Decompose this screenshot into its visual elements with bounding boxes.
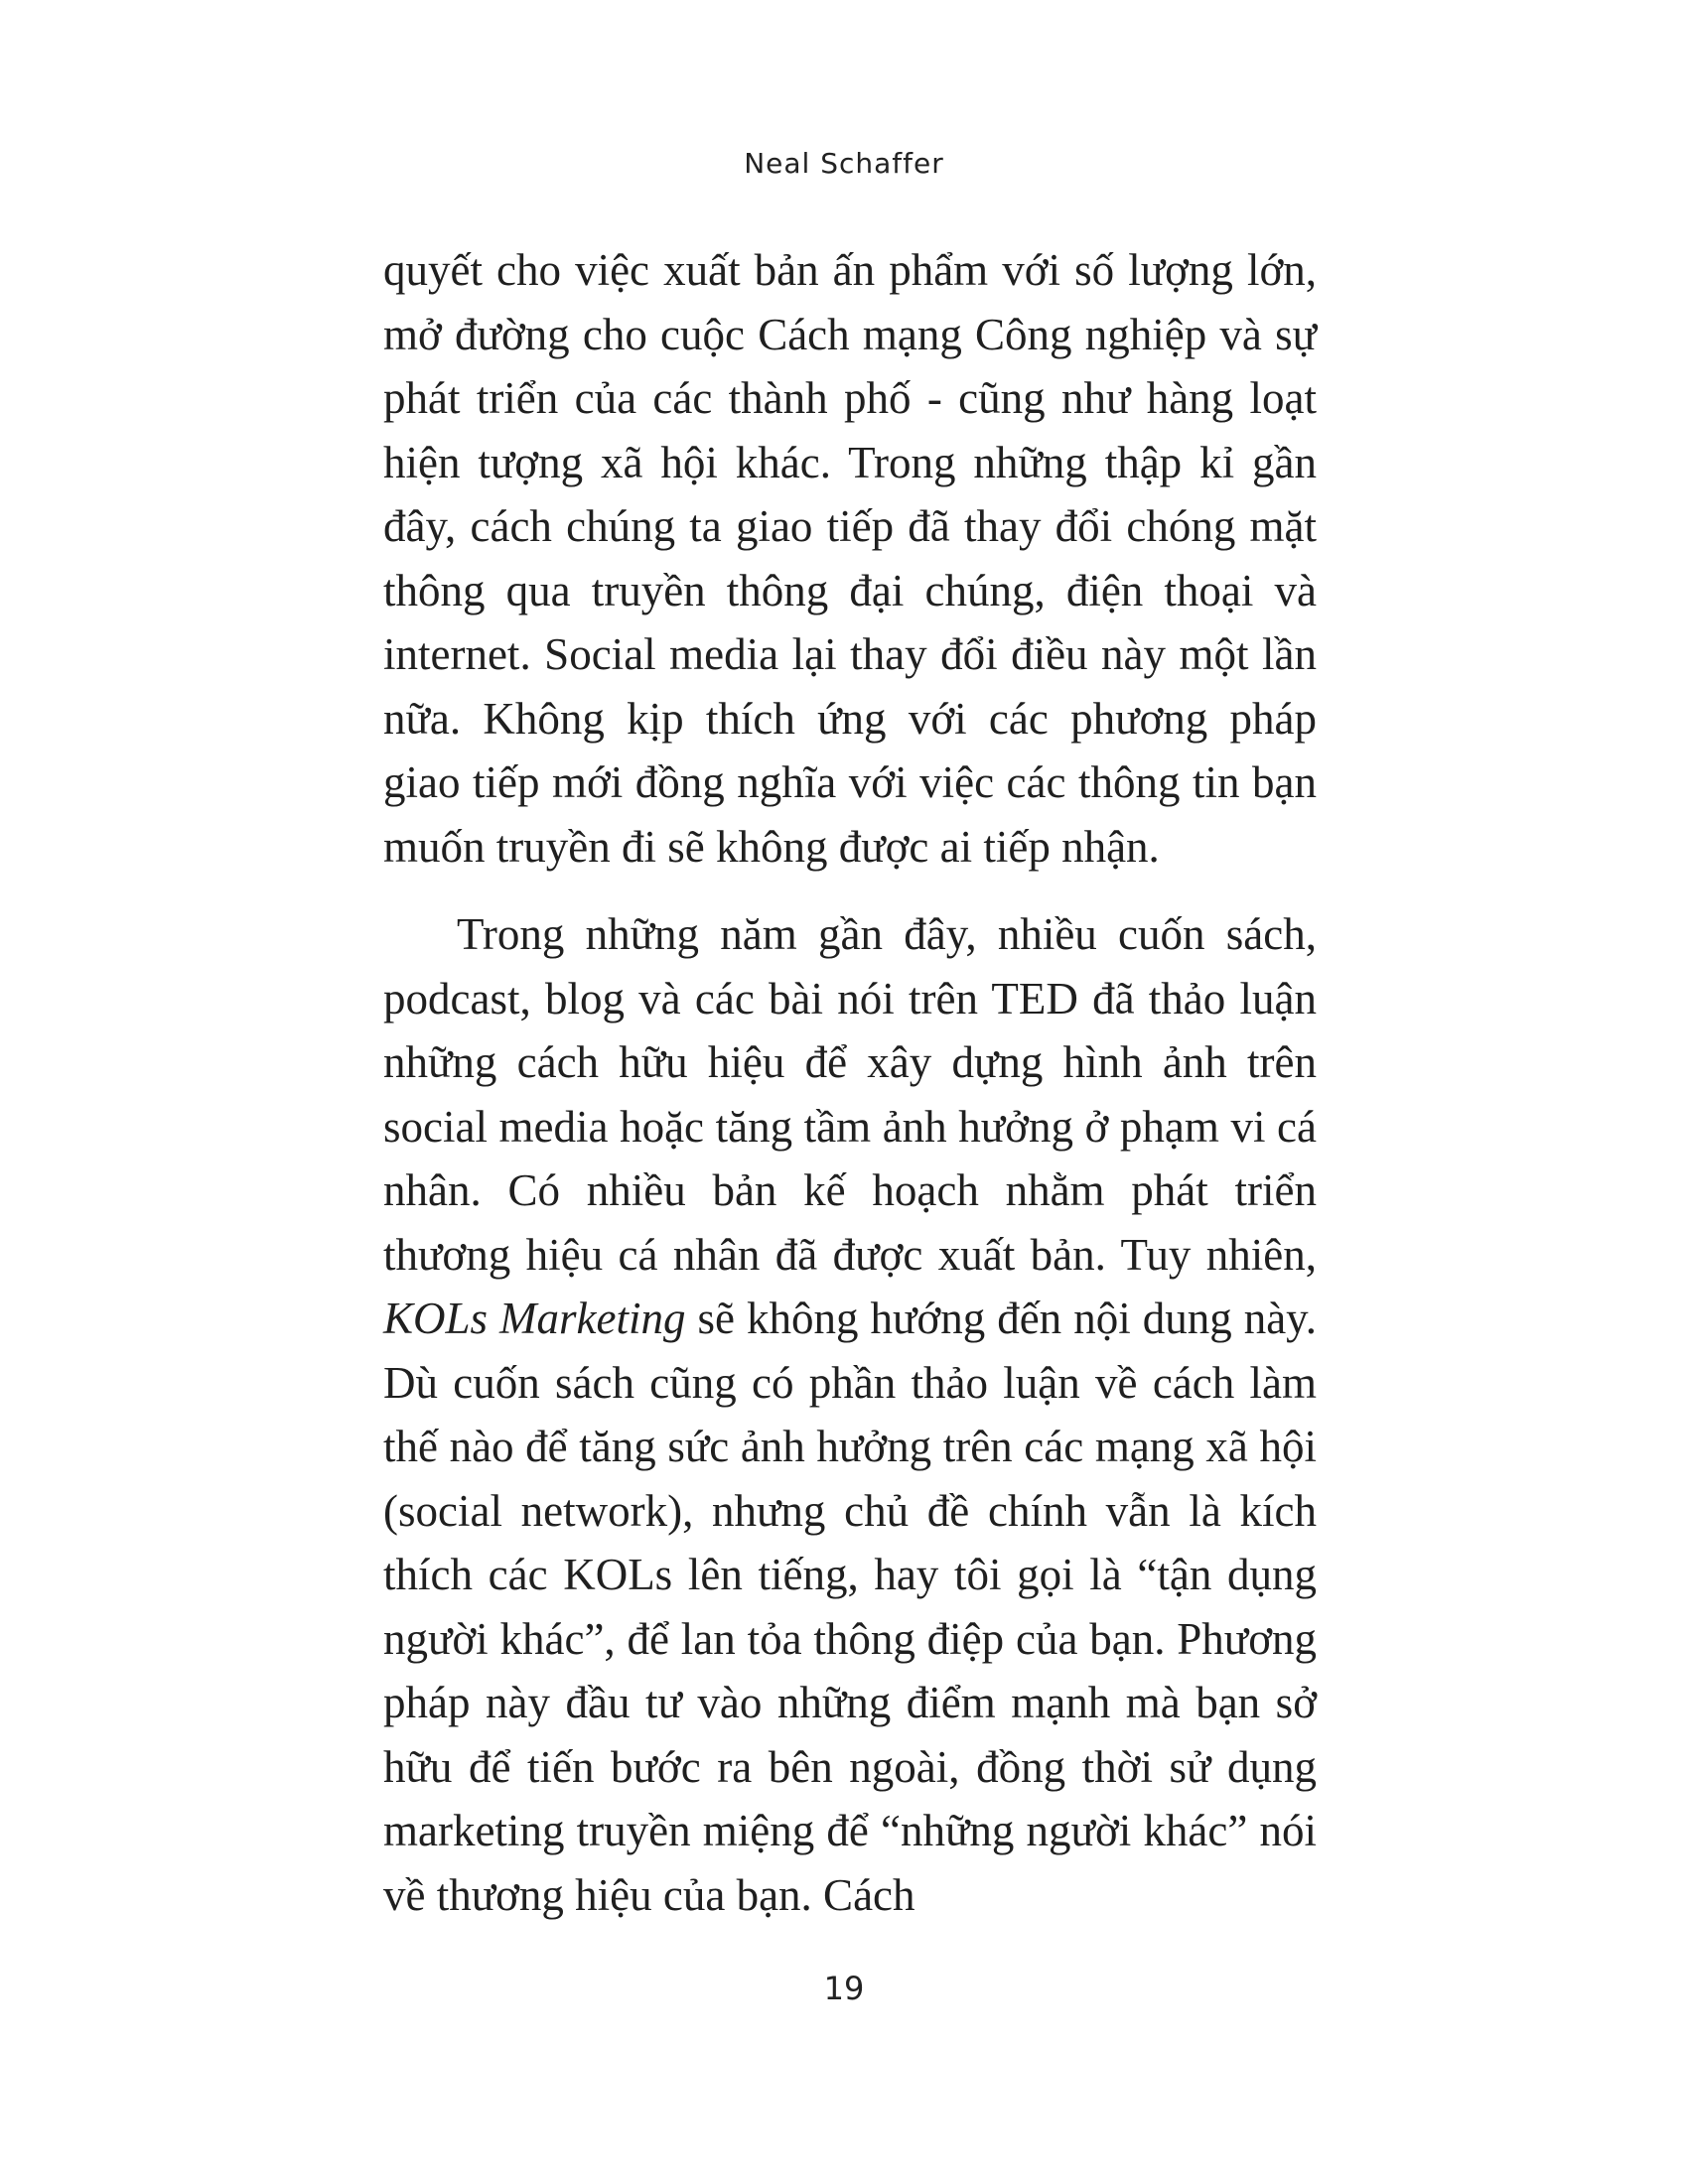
- paragraph-1: quyết cho việc xuất bản ấn phẩm với số lượng lớn, mở đường cho cuộc Cách mạng Công nghiệp và sự phát triển của các thành phố - cũng như hàng loạt hiện tượng xã hội khác. Trong những thập kỉ gần đây, cách chúng ta giao tiếp đã thay đổi chóng mặt thông qua truyền thông đại chúng, điện thoại và internet. Social media lại thay đổi điều này một lần nữa. Không kịp thích ứng với các phương pháp giao tiếp mới đồng nghĩa với việc các thông tin bạn muốn truyền đi sẽ không được ai tiếp nhận.: [383, 245, 1317, 872]
- paragraph-2-text-end: sẽ không hướng đến nội dung này. Dù cuốn sách cũng có phần thảo luận về cách làm thế nào để tăng sức ảnh hưởng trên các mạng xã hội (social network), nhưng chủ đề chính vẫn là kích thích các KOLs lên tiếng, hay tôi gọi là “tận dụng người khác”, để lan tỏa thông điệp của bạn. Phương pháp này đầu tư vào những điểm mạnh mà bạn sở hữu để tiến bước ra bên ngoài, đồng thời sử dụng marketing truyền miệng để “những người khác” nói về thương hiệu của bạn. Cách: [383, 1294, 1318, 1920]
- paragraph-2-text-start: Trong những năm gần đây, nhiều cuốn sách, podcast, blog và các bài nói trên TED đã thảo luận những cách hữu hiệu để xây dựng hình ảnh trên social media hoặc tăng tầm ảnh hưởng ở phạm vi cá nhân. Có nhiều bản kế hoạch nhằm phát triển thương hiệu cá nhân đã được xuất bản. Tuy nhiên,: [383, 909, 1317, 1280]
- running-header-author: Neal Schaffer: [744, 147, 944, 180]
- book-title-italic: KOLs Marketing: [383, 1294, 686, 1343]
- body-text: [383, 238, 1317, 1927]
- paragraph-2: [383, 902, 1317, 1927]
- page-number: 19: [823, 1970, 865, 2007]
